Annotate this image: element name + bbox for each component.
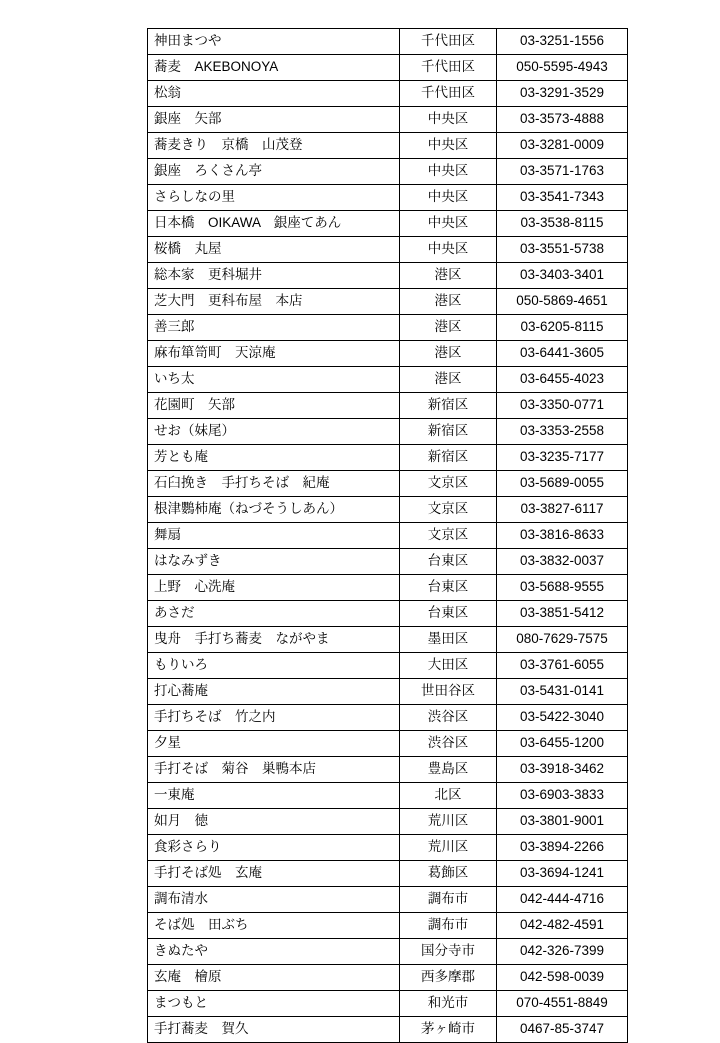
cell-ward: 千代田区 xyxy=(400,29,497,55)
cell-ward: 港区 xyxy=(400,315,497,341)
cell-ward: 台東区 xyxy=(400,601,497,627)
table-row xyxy=(148,263,628,289)
cell-ward: 調布市 xyxy=(400,913,497,939)
cell-tel: 042-326-7399 xyxy=(497,939,628,965)
cell-tel: 0467-85-3747 xyxy=(497,1017,628,1043)
cell-name: もりいろ xyxy=(148,653,400,679)
table-row xyxy=(148,783,628,809)
table-row xyxy=(148,887,628,913)
cell-ward: 世田谷区 xyxy=(400,679,497,705)
table-row xyxy=(148,55,628,81)
cell-name: 芳とも庵 xyxy=(148,445,400,471)
cell-ward: 新宿区 xyxy=(400,445,497,471)
shop-list-table xyxy=(147,28,628,1043)
cell-name: 夕星 xyxy=(148,731,400,757)
cell-name: 手打そば 菊谷 巣鴨本店 xyxy=(148,757,400,783)
table-row xyxy=(148,549,628,575)
cell-ward: 文京区 xyxy=(400,523,497,549)
cell-ward: 台東区 xyxy=(400,549,497,575)
cell-ward: 文京区 xyxy=(400,497,497,523)
table-row xyxy=(148,211,628,237)
cell-tel: 03-6455-1200 xyxy=(497,731,628,757)
cell-ward: 中央区 xyxy=(400,159,497,185)
cell-tel: 03-3918-3462 xyxy=(497,757,628,783)
cell-name: はなみずき xyxy=(148,549,400,575)
cell-tel: 03-3541-7343 xyxy=(497,185,628,211)
table-row xyxy=(148,679,628,705)
cell-name: 調布清水 xyxy=(148,887,400,913)
cell-tel: 03-6441-3605 xyxy=(497,341,628,367)
cell-ward: 中央区 xyxy=(400,133,497,159)
cell-name: 根津鸚柿庵（ねづそうしあん） xyxy=(148,497,400,523)
cell-tel: 03-5689-0055 xyxy=(497,471,628,497)
cell-tel: 03-3403-3401 xyxy=(497,263,628,289)
table-row xyxy=(148,419,628,445)
cell-name: 銀座 矢部 xyxy=(148,107,400,133)
shop-list-body xyxy=(148,29,628,1043)
cell-name: 桜橋 丸屋 xyxy=(148,237,400,263)
cell-ward: 墨田区 xyxy=(400,627,497,653)
cell-name: 蕎麦 AKEBONOYA xyxy=(148,55,400,81)
table-row xyxy=(148,315,628,341)
table-row xyxy=(148,627,628,653)
cell-ward: 渋谷区 xyxy=(400,705,497,731)
cell-tel: 03-3291-3529 xyxy=(497,81,628,107)
table-row xyxy=(148,705,628,731)
table-row xyxy=(148,575,628,601)
cell-tel: 03-3801-9001 xyxy=(497,809,628,835)
cell-tel: 03-3851-5412 xyxy=(497,601,628,627)
cell-name: 麻布箪笥町 天涼庵 xyxy=(148,341,400,367)
cell-tel: 042-598-0039 xyxy=(497,965,628,991)
table-row xyxy=(148,471,628,497)
cell-name: 舞扇 xyxy=(148,523,400,549)
cell-tel: 03-6205-8115 xyxy=(497,315,628,341)
cell-ward: 港区 xyxy=(400,263,497,289)
table-row xyxy=(148,237,628,263)
cell-tel: 03-3281-0009 xyxy=(497,133,628,159)
table-row xyxy=(148,913,628,939)
cell-tel: 03-3571-1763 xyxy=(497,159,628,185)
cell-name: せお（妹尾） xyxy=(148,419,400,445)
cell-name: 打心蕎庵 xyxy=(148,679,400,705)
cell-name: 蕎麦きり 京橋 山茂登 xyxy=(148,133,400,159)
cell-name: 手打ちそば 竹之内 xyxy=(148,705,400,731)
cell-name: そば処 田ぶち xyxy=(148,913,400,939)
cell-tel: 050-5869-4651 xyxy=(497,289,628,315)
cell-tel: 03-3694-1241 xyxy=(497,861,628,887)
cell-tel: 03-5422-3040 xyxy=(497,705,628,731)
cell-name: あさだ xyxy=(148,601,400,627)
cell-ward: 北区 xyxy=(400,783,497,809)
cell-tel: 03-3551-5738 xyxy=(497,237,628,263)
cell-tel: 042-444-4716 xyxy=(497,887,628,913)
table-row xyxy=(148,991,628,1017)
table-row xyxy=(148,757,628,783)
table-row xyxy=(148,29,628,55)
cell-tel: 03-3538-8115 xyxy=(497,211,628,237)
table-row xyxy=(148,601,628,627)
table-row xyxy=(148,289,628,315)
cell-ward: 中央区 xyxy=(400,211,497,237)
cell-name: 日本橋 OIKAWA 銀座てあん xyxy=(148,211,400,237)
cell-tel: 03-3827-6117 xyxy=(497,497,628,523)
table-row xyxy=(148,653,628,679)
table-row xyxy=(148,1017,628,1043)
cell-tel: 070-4551-8849 xyxy=(497,991,628,1017)
cell-ward: 荒川区 xyxy=(400,809,497,835)
cell-tel: 03-6903-3833 xyxy=(497,783,628,809)
cell-name: 上野 心洗庵 xyxy=(148,575,400,601)
cell-tel: 03-5688-9555 xyxy=(497,575,628,601)
cell-name: 手打蕎麦 賀久 xyxy=(148,1017,400,1043)
table-row xyxy=(148,523,628,549)
table-row xyxy=(148,731,628,757)
cell-name: 花園町 矢部 xyxy=(148,393,400,419)
table-row xyxy=(148,133,628,159)
cell-name: 総本家 更科堀井 xyxy=(148,263,400,289)
cell-name: 松翁 xyxy=(148,81,400,107)
cell-ward: 渋谷区 xyxy=(400,731,497,757)
cell-name: 石臼挽き 手打ちそば 紀庵 xyxy=(148,471,400,497)
table-row xyxy=(148,107,628,133)
table-row xyxy=(148,445,628,471)
cell-tel: 03-3235-7177 xyxy=(497,445,628,471)
cell-ward: 中央区 xyxy=(400,237,497,263)
cell-ward: 千代田区 xyxy=(400,55,497,81)
cell-name: 食彩さらり xyxy=(148,835,400,861)
table-row xyxy=(148,393,628,419)
cell-tel: 03-3816-8633 xyxy=(497,523,628,549)
cell-name: 芝大門 更科布屋 本店 xyxy=(148,289,400,315)
cell-ward: 豊島区 xyxy=(400,757,497,783)
table-row xyxy=(148,939,628,965)
cell-name: まつもと xyxy=(148,991,400,1017)
cell-tel: 03-3573-4888 xyxy=(497,107,628,133)
cell-ward: 港区 xyxy=(400,341,497,367)
table-row xyxy=(148,809,628,835)
cell-name: 神田まつや xyxy=(148,29,400,55)
cell-tel: 03-3761-6055 xyxy=(497,653,628,679)
cell-ward: 葛飾区 xyxy=(400,861,497,887)
cell-ward: 台東区 xyxy=(400,575,497,601)
cell-name: さらしなの里 xyxy=(148,185,400,211)
cell-ward: 国分寺市 xyxy=(400,939,497,965)
cell-tel: 03-6455-4023 xyxy=(497,367,628,393)
cell-ward: 中央区 xyxy=(400,107,497,133)
cell-ward: 港区 xyxy=(400,367,497,393)
table-row xyxy=(148,497,628,523)
table-row xyxy=(148,861,628,887)
cell-ward: 文京区 xyxy=(400,471,497,497)
cell-ward: 和光市 xyxy=(400,991,497,1017)
cell-name: きぬたや xyxy=(148,939,400,965)
cell-name: 手打そば処 玄庵 xyxy=(148,861,400,887)
cell-name: 玄庵 檜原 xyxy=(148,965,400,991)
cell-name: 善三郎 xyxy=(148,315,400,341)
cell-ward: 西多摩郡 xyxy=(400,965,497,991)
cell-ward: 新宿区 xyxy=(400,393,497,419)
cell-ward: 中央区 xyxy=(400,185,497,211)
table-row xyxy=(148,185,628,211)
cell-ward: 千代田区 xyxy=(400,81,497,107)
cell-tel: 03-3251-1556 xyxy=(497,29,628,55)
cell-tel: 080-7629-7575 xyxy=(497,627,628,653)
cell-tel: 03-3353-2558 xyxy=(497,419,628,445)
cell-tel: 03-3832-0037 xyxy=(497,549,628,575)
cell-ward: 荒川区 xyxy=(400,835,497,861)
table-row xyxy=(148,159,628,185)
cell-tel: 03-3350-0771 xyxy=(497,393,628,419)
table-row xyxy=(148,81,628,107)
cell-ward: 新宿区 xyxy=(400,419,497,445)
table-row xyxy=(148,835,628,861)
table-row xyxy=(148,341,628,367)
table-row xyxy=(148,367,628,393)
cell-name: 銀座 ろくさん亭 xyxy=(148,159,400,185)
table-row xyxy=(148,965,628,991)
cell-name: いち太 xyxy=(148,367,400,393)
cell-ward: 大田区 xyxy=(400,653,497,679)
cell-tel: 03-3894-2266 xyxy=(497,835,628,861)
cell-ward: 茅ヶ崎市 xyxy=(400,1017,497,1043)
cell-tel: 03-5431-0141 xyxy=(497,679,628,705)
cell-tel: 042-482-4591 xyxy=(497,913,628,939)
cell-name: 如月 徳 xyxy=(148,809,400,835)
cell-name: 一東庵 xyxy=(148,783,400,809)
cell-name: 曳舟 手打ち蕎麦 ながやま xyxy=(148,627,400,653)
cell-ward: 調布市 xyxy=(400,887,497,913)
cell-ward: 港区 xyxy=(400,289,497,315)
cell-tel: 050-5595-4943 xyxy=(497,55,628,81)
